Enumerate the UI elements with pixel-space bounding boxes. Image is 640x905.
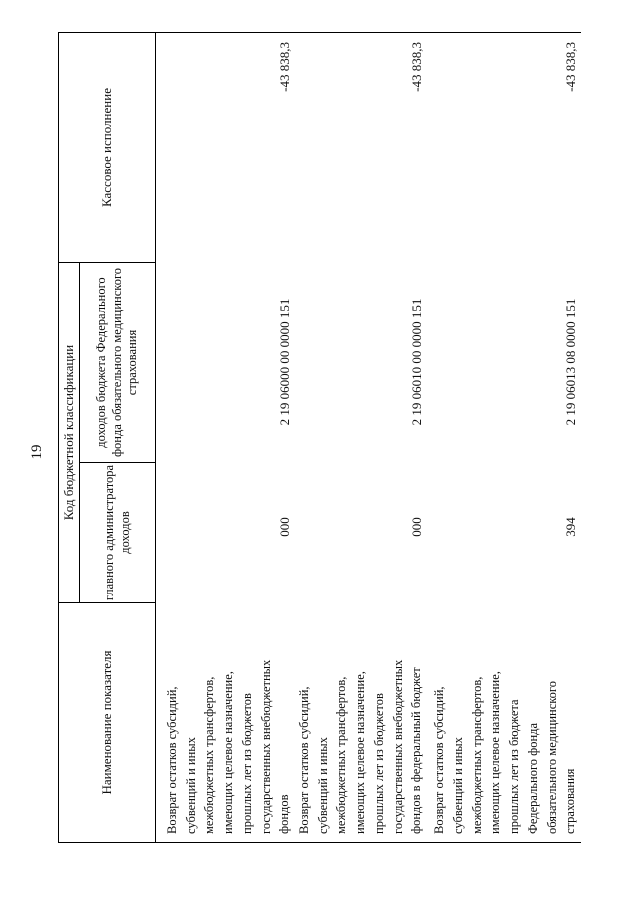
- row-admin-code: 394: [563, 517, 578, 537]
- row-name: [430, 619, 580, 834]
- row-name-line: межбюджетных трансфертов,: [334, 676, 349, 834]
- row-name-line: обязательного медицинского: [544, 680, 559, 834]
- row-admin-code: 000: [277, 517, 292, 537]
- row-name-line: имеющих целевое назначение,: [488, 671, 503, 834]
- table-row: [420, 33, 580, 842]
- row-admin-code: 000: [409, 517, 424, 537]
- row-name-line: страхования: [563, 768, 578, 834]
- row-classification-code: 2 19 06010 00 0000 151: [409, 298, 424, 426]
- row-amount: -43 838,3: [563, 42, 578, 92]
- row-name: [295, 619, 426, 834]
- row-name-line: Возврат остатков субсидий,: [432, 686, 446, 834]
- page-number: 19: [29, 444, 45, 460]
- row-name-line: Федерального фонда: [525, 722, 540, 834]
- row-name-line: межбюджетных трансфертов,: [469, 676, 484, 834]
- row-name-line: Возврат остатков субсидий,: [296, 686, 311, 834]
- row-name-line: государственных внебюджетных: [390, 659, 405, 834]
- table-rows: [156, 33, 581, 842]
- row-name-line: межбюджетных трансфертов,: [202, 676, 217, 834]
- row-amount: -43 838,3: [409, 42, 424, 92]
- row-name-line: прошлых лет из бюджетов: [371, 693, 386, 834]
- row-classification-code: 2 19 06013 08 0000 151: [563, 298, 578, 426]
- row-amount: -43 838,3: [277, 42, 292, 92]
- table-body: [156, 33, 582, 843]
- row-name-line: субвенций и иных: [315, 737, 330, 834]
- row-name-line: прошлых лет из бюджетов: [239, 693, 254, 834]
- rotated-table-wrapper: [58, 33, 578, 843]
- budget-table: [58, 32, 581, 843]
- header-income: доходов бюджета Федерального фонда обязательного медицинского страхования: [80, 263, 156, 463]
- row-name-line: субвенций и иных: [183, 737, 198, 834]
- header-classification: Код бюджетной классификации: [59, 263, 80, 603]
- row-name-line: имеющих целевое назначение,: [221, 671, 235, 834]
- header-admin: главного администратора доходов: [80, 463, 156, 603]
- row-name-line: субвенций и иных: [450, 737, 465, 834]
- row-name-line: прошлых лет из бюджета: [507, 699, 521, 834]
- row-name-line: имеющих целевое назначение,: [353, 671, 367, 834]
- row-name: [163, 619, 294, 834]
- row-name-line: государственных внебюджетных: [258, 659, 273, 834]
- row-name-line: Возврат остатков субсидий,: [164, 686, 179, 834]
- row-name-line: фондов: [277, 794, 292, 834]
- table-row: [288, 33, 426, 842]
- header-name: Наименование показателя: [59, 603, 156, 843]
- header-execution: Кассовое исполнение: [59, 33, 156, 263]
- table-row: [156, 33, 294, 842]
- row-name-line: фондов в федеральный бюджет: [409, 667, 424, 834]
- row-classification-code: 2 19 06000 00 0000 151: [277, 298, 292, 426]
